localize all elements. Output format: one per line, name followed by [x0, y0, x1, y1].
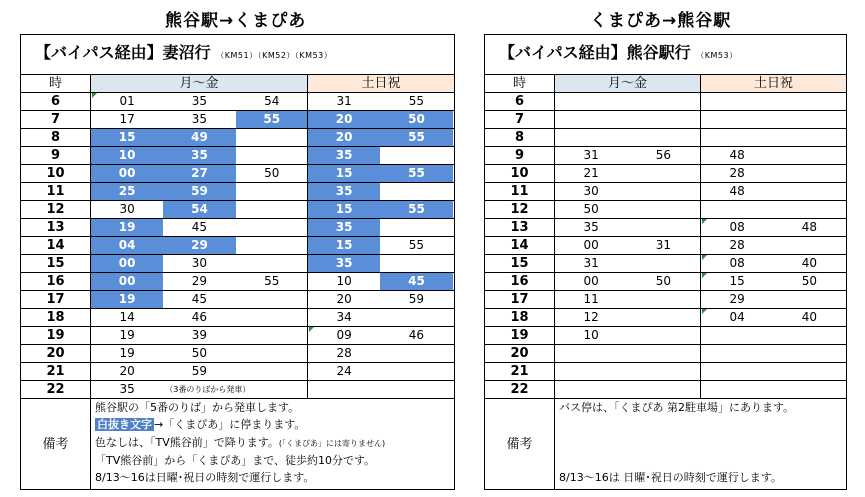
departure-time: 31	[655, 238, 672, 252]
holiday-cell	[308, 273, 455, 291]
weekday-cell	[555, 165, 701, 183]
departure-time: 54	[264, 94, 280, 108]
hour-label: 13	[485, 219, 555, 237]
departure-time: 10	[336, 274, 352, 288]
departure-time: 55	[408, 238, 425, 252]
departure-time: 48	[729, 148, 745, 162]
departure-time: 15	[308, 237, 380, 254]
departure-time: 31	[583, 256, 599, 270]
departure-time: 30	[583, 184, 599, 198]
holiday-cell	[308, 93, 455, 111]
remark-line: 8/13～16は 日曜･祝日の時刻で運行します。	[559, 471, 782, 484]
hour-label: 20	[21, 345, 91, 363]
departure-time: 29	[729, 292, 745, 306]
hour-label: 13	[21, 219, 91, 237]
holiday-cell	[701, 363, 847, 381]
left-remarks	[91, 399, 455, 490]
right-holiday-header: 土日祝	[701, 75, 847, 93]
departure-time: 50	[191, 346, 208, 360]
departure-time: 55	[236, 111, 308, 128]
hour-row	[21, 165, 455, 183]
departure-time: 19	[91, 219, 163, 236]
departure-time: 14	[119, 310, 135, 324]
hour-label: 19	[485, 327, 555, 345]
right-remarks	[555, 399, 847, 490]
hour-label: 8	[21, 129, 91, 147]
holiday-cell	[701, 237, 847, 255]
weekday-cell	[91, 291, 308, 309]
departure-time: 00	[91, 255, 163, 272]
weekday-cell	[91, 201, 308, 219]
hour-label: 18	[485, 309, 555, 327]
right-timetable	[484, 34, 847, 490]
departure-time: 29	[191, 274, 208, 288]
hour-label: 14	[485, 237, 555, 255]
hour-label: 7	[21, 111, 91, 129]
departure-time: 35	[191, 94, 208, 108]
weekday-cell	[91, 363, 308, 381]
hour-row	[485, 327, 847, 345]
departure-time: 45	[191, 292, 208, 306]
right-header: くまぴあ→熊谷駅	[590, 11, 732, 31]
weekday-cell	[555, 237, 701, 255]
holiday-cell	[308, 255, 455, 273]
departure-time: 46	[408, 328, 425, 342]
departure-time: 24	[336, 364, 352, 378]
departure-time: 31	[583, 148, 599, 162]
holiday-cell	[701, 129, 847, 147]
left-hour-header: 時	[21, 75, 91, 93]
holiday-cell	[701, 201, 847, 219]
departure-time: 50	[583, 202, 599, 216]
hour-label: 17	[485, 291, 555, 309]
departure-time: 54	[163, 201, 235, 218]
departure-time: 04	[729, 310, 745, 324]
departure-time: 59	[191, 364, 208, 378]
departure-time: 12	[583, 310, 599, 324]
departure-time: 25	[91, 183, 163, 200]
hour-label: 17	[21, 291, 91, 309]
weekday-cell	[555, 255, 701, 273]
hour-label: 22	[21, 381, 91, 399]
hour-label: 11	[485, 183, 555, 201]
departure-time: 00	[583, 238, 599, 252]
departure-time: 28	[336, 346, 352, 360]
weekday-cell	[555, 381, 701, 399]
departure-time: 08	[729, 256, 745, 270]
departure-time: 56	[655, 148, 672, 162]
departure-time: 59	[163, 183, 235, 200]
hour-label: 20	[485, 345, 555, 363]
departure-time: 01	[119, 94, 135, 108]
holiday-cell	[701, 93, 847, 111]
hour-label: 15	[21, 255, 91, 273]
weekday-cell	[555, 147, 701, 165]
departure-time: 39	[191, 328, 208, 342]
left-holiday-header: 土日祝	[308, 75, 455, 93]
departure-time: 10	[583, 328, 599, 342]
holiday-cell	[701, 111, 847, 129]
hour-label: 10	[485, 165, 555, 183]
departure-time: 45	[380, 273, 452, 290]
departure-time: 15	[308, 165, 380, 182]
hour-row	[485, 345, 847, 363]
departure-time: 55	[380, 165, 452, 182]
departure-time: 19	[119, 346, 135, 360]
departure-time: 20	[308, 111, 380, 128]
departure-time: 15	[729, 274, 745, 288]
departure-time: 46	[191, 310, 208, 324]
hour-row	[485, 129, 847, 147]
departure-time: 55	[380, 129, 452, 146]
departure-time: 28	[729, 238, 745, 252]
hour-label: 8	[485, 129, 555, 147]
departure-time: 35	[308, 255, 380, 272]
hour-label: 12	[21, 201, 91, 219]
holiday-cell	[308, 165, 455, 183]
weekday-cell	[91, 255, 308, 273]
hour-row	[21, 219, 455, 237]
left-remarks-label: 備考	[21, 399, 91, 490]
hour-label: 7	[485, 111, 555, 129]
left-weekday-header: 月～金	[91, 75, 308, 93]
hour-row	[21, 363, 455, 381]
weekday-cell	[91, 147, 308, 165]
holiday-cell	[701, 381, 847, 399]
remark-line: 白抜き文字 →「くまぴあ」に停まります。	[97, 418, 306, 431]
hour-label: 12	[485, 201, 555, 219]
holiday-cell	[308, 309, 455, 327]
departure-time: 00	[91, 273, 163, 290]
departure-time: 30	[119, 202, 135, 216]
holiday-cell	[701, 165, 847, 183]
hour-row	[21, 273, 455, 291]
departure-time: 59	[408, 292, 425, 306]
hour-label: 21	[21, 363, 91, 381]
weekday-cell	[555, 129, 701, 147]
weekday-cell	[91, 327, 308, 345]
remark-line: 色なしは、「TV熊谷前」で降ります。(「くまぴあ」には寄りません)	[95, 436, 386, 449]
weekday-cell	[91, 219, 308, 237]
holiday-cell	[308, 147, 455, 165]
last-bus-note: （3番のりばから発車）	[165, 385, 251, 394]
holiday-cell	[308, 129, 455, 147]
hour-label: 9	[485, 147, 555, 165]
departure-time: 15	[308, 201, 380, 218]
departure-time: 09	[336, 328, 352, 342]
holiday-cell	[308, 183, 455, 201]
departure-time: 10	[91, 147, 163, 164]
holiday-cell	[701, 183, 847, 201]
departure-time: 50	[264, 166, 280, 180]
hour-row	[21, 327, 455, 345]
hour-row	[21, 381, 455, 399]
hour-row	[21, 147, 455, 165]
hour-label: 22	[485, 381, 555, 399]
hour-row	[21, 183, 455, 201]
departure-time: 15	[91, 129, 163, 146]
hour-label: 14	[21, 237, 91, 255]
weekday-cell	[555, 201, 701, 219]
departure-time: 35	[308, 219, 380, 236]
departure-time: 04	[91, 237, 163, 254]
hour-row	[21, 237, 455, 255]
hour-row	[21, 255, 455, 273]
right-weekday-header: 月～金	[555, 75, 701, 93]
hour-row	[21, 345, 455, 363]
hour-label: 15	[485, 255, 555, 273]
remark-line: バス停は、「くまぴあ 第2駐車場」にあります。	[559, 401, 795, 414]
holiday-cell	[701, 219, 847, 237]
departure-time: 35	[583, 220, 599, 234]
holiday-cell	[308, 201, 455, 219]
weekday-cell	[91, 183, 308, 201]
weekday-cell	[555, 183, 701, 201]
departure-time: 35	[308, 147, 380, 164]
hour-row	[485, 291, 847, 309]
hour-label: 6	[485, 93, 555, 111]
departure-time: 40	[801, 256, 818, 270]
hour-label: 16	[21, 273, 91, 291]
departure-time: 17	[119, 112, 135, 126]
holiday-cell	[701, 327, 847, 345]
hour-row	[485, 219, 847, 237]
hour-label: 10	[21, 165, 91, 183]
departure-time: 55	[264, 274, 280, 288]
holiday-cell	[308, 111, 455, 129]
hour-row	[485, 255, 847, 273]
weekday-cell	[91, 237, 308, 255]
remark-line: 熊谷駅の「5番のりば」から発車します。	[95, 401, 300, 414]
hour-row	[21, 309, 455, 327]
hour-row	[21, 111, 455, 129]
weekday-cell	[91, 111, 308, 129]
left-title: 【バイパス経由】妻沼行 （KM51）（KM52）（KM53）	[21, 35, 455, 75]
departure-time: 48	[801, 220, 818, 234]
hour-label: 18	[21, 309, 91, 327]
hour-row	[485, 273, 847, 291]
departure-time: 30	[191, 256, 208, 270]
departure-time: 50	[655, 274, 672, 288]
departure-time: 35	[191, 112, 208, 126]
holiday-cell	[308, 237, 455, 255]
hour-row	[21, 93, 455, 111]
weekday-cell	[91, 165, 308, 183]
weekday-cell	[91, 93, 308, 111]
departure-time: 35	[163, 147, 235, 164]
weekday-cell	[555, 309, 701, 327]
weekday-cell	[555, 93, 701, 111]
hour-label: 21	[485, 363, 555, 381]
white-text-legend: 白抜き文字	[97, 418, 152, 431]
departure-time: 28	[729, 166, 745, 180]
departure-time: 00	[583, 274, 599, 288]
weekday-cell	[555, 363, 701, 381]
hour-label: 6	[21, 93, 91, 111]
holiday-cell	[701, 147, 847, 165]
departure-time: 49	[163, 129, 235, 146]
weekday-cell	[555, 273, 701, 291]
hour-label: 11	[21, 183, 91, 201]
hour-row	[21, 129, 455, 147]
weekday-cell	[91, 309, 308, 327]
weekday-cell	[91, 273, 308, 291]
departure-time: 50	[801, 274, 818, 288]
hour-label: 19	[21, 327, 91, 345]
departure-time: 55	[408, 94, 425, 108]
departure-time: 50	[380, 111, 452, 128]
weekday-cell	[555, 111, 701, 129]
holiday-cell	[308, 327, 455, 345]
hour-row	[485, 201, 847, 219]
holiday-cell	[308, 345, 455, 363]
weekday-cell	[91, 381, 308, 399]
weekday-cell	[555, 219, 701, 237]
hour-row	[485, 309, 847, 327]
holiday-cell	[701, 255, 847, 273]
departure-time: 55	[380, 201, 452, 218]
departure-time: 21	[583, 166, 599, 180]
hour-row	[485, 183, 847, 201]
hour-row	[21, 291, 455, 309]
departure-time: 34	[336, 310, 352, 324]
holiday-cell	[308, 363, 455, 381]
departure-time: 00	[91, 165, 163, 182]
departure-time: 48	[729, 184, 745, 198]
holiday-cell	[701, 309, 847, 327]
holiday-cell	[308, 381, 455, 399]
departure-time: 20	[308, 129, 380, 146]
right-remarks-label: 備考	[485, 399, 555, 490]
hour-row	[485, 147, 847, 165]
remark-line: 8/13～16は日曜･祝日の時刻で運行します。	[95, 471, 315, 484]
departure-time: 20	[119, 364, 135, 378]
hour-row	[485, 111, 847, 129]
left-header: 熊谷駅→くまぴあ	[165, 11, 307, 31]
departure-time: 35	[119, 382, 135, 396]
departure-time: 29	[163, 237, 235, 254]
remark-line: 「TV熊谷前」から「くまぴあ」まで、徒歩約10分です。	[95, 454, 376, 467]
left-timetable	[20, 34, 455, 490]
holiday-cell	[701, 345, 847, 363]
departure-time: 27	[163, 165, 235, 182]
hour-label: 9	[21, 147, 91, 165]
departure-time: 31	[336, 94, 352, 108]
hour-row	[485, 165, 847, 183]
departure-time: 20	[336, 292, 352, 306]
weekday-cell	[91, 129, 308, 147]
departure-time: 19	[119, 328, 135, 342]
departure-time: 35	[308, 183, 380, 200]
departure-time: 40	[801, 310, 818, 324]
weekday-cell	[555, 327, 701, 345]
hour-row	[485, 381, 847, 399]
weekday-cell	[555, 345, 701, 363]
weekday-cell	[555, 291, 701, 309]
weekday-cell	[91, 345, 308, 363]
departure-time: 45	[191, 220, 208, 234]
hour-row	[21, 201, 455, 219]
hour-row	[485, 93, 847, 111]
hour-row	[485, 237, 847, 255]
right-hour-header: 時	[485, 75, 555, 93]
holiday-cell	[308, 219, 455, 237]
hour-row	[485, 363, 847, 381]
hour-label: 16	[485, 273, 555, 291]
right-title: 【バイパス経由】熊谷駅行 （KM53）	[485, 35, 847, 75]
holiday-cell	[701, 273, 847, 291]
departure-time: 11	[583, 292, 599, 306]
departure-time: 19	[91, 291, 163, 308]
holiday-cell	[701, 291, 847, 309]
holiday-cell	[308, 291, 455, 309]
departure-time: 08	[729, 220, 745, 234]
